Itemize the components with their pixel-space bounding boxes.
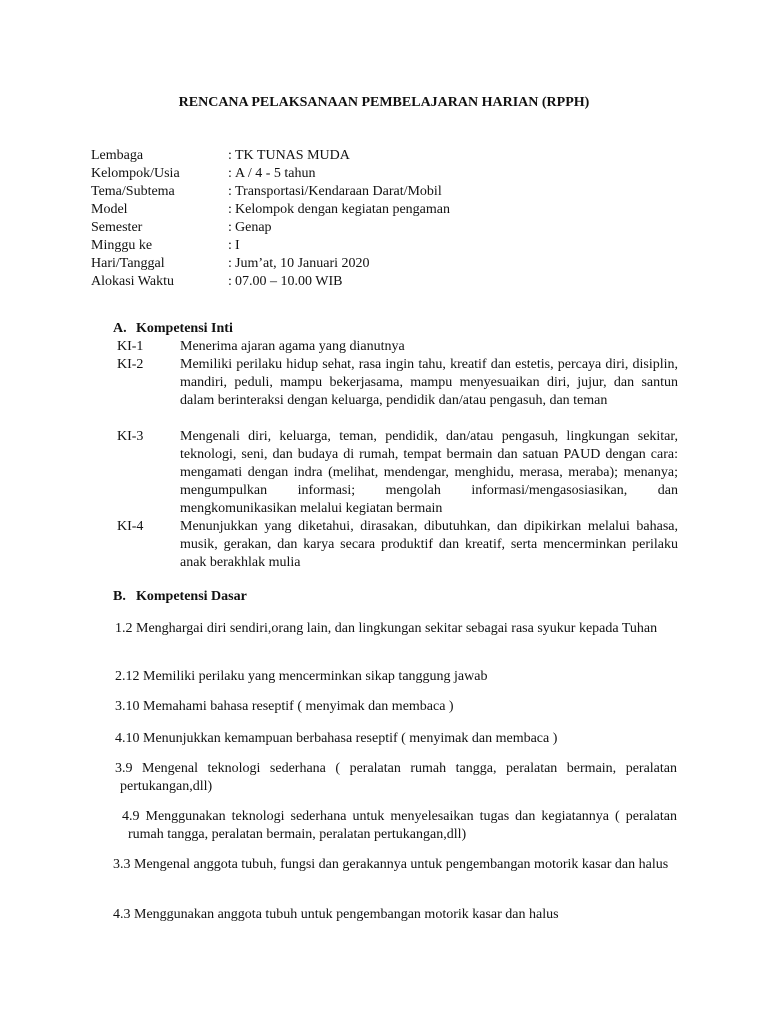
info-separator: : <box>228 238 232 253</box>
ki-text: Menunjukkan yang diketahui, dirasakan, dibutuhkan, dan dipikirkan melalui bahasa, musik, gerakan, dan karya secara produktif dan kreatif, serta mencerminkan perilaku anak berakhlak mulia <box>180 519 678 570</box>
info-value: Jum’at, 10 Januari 2020 <box>235 256 370 271</box>
info-separator: : <box>228 202 232 217</box>
info-label: Tema/Subtema <box>91 184 175 199</box>
info-value: 07.00 – 10.00 WIB <box>235 274 343 289</box>
info-value: Transportasi/Kendaraan Darat/Mobil <box>235 184 442 199</box>
info-value: Genap <box>235 220 272 235</box>
kd-item: 3.10 Memahami bahasa reseptif ( menyimak dan membaca ) <box>115 699 454 714</box>
info-value: Kelompok dengan kegiatan pengaman <box>235 202 450 217</box>
ki-code: KI-4 <box>117 519 144 534</box>
kd-item: 4.3 Menggunakan anggota tubuh untuk pengembangan motorik kasar dan halus <box>113 907 559 922</box>
info-label: Hari/Tanggal <box>91 256 165 271</box>
info-label: Model <box>91 202 128 217</box>
document-title: RENCANA PELAKSANAAN PEMBELAJARAN HARIAN (RPPH) <box>178 95 590 110</box>
kd-item: 2.12 Memiliki perilaku yang mencerminkan sikap tanggung jawab <box>115 669 488 684</box>
ki-code: KI-2 <box>117 357 144 372</box>
info-separator: : <box>228 184 232 199</box>
info-separator: : <box>228 148 232 163</box>
ki-code: KI-1 <box>117 339 144 354</box>
info-separator: : <box>228 256 232 271</box>
section-a-title: Kompetensi Inti <box>136 321 233 336</box>
ki-text: Mengenali diri, keluarga, teman, pendidik, dan/atau pengasuh, lingkungan sekitar, teknologi, seni, dan budaya di rumah, tempat bermain dan satuan PAUD dengan cara: mengamati dengan indra (melihat, mendengar, menghidu, merasa, meraba); menanya; mengumpulkan informasi; mengolah informasi/mengasosiasikan, dan mengkomunikasikan melalui kegiatan bermain <box>180 429 678 516</box>
info-value: I <box>235 238 240 253</box>
kd-item: 4.9 Menggunakan teknologi sederhana untuk menyelesaikan tugas dan kegiatannya ( peralatan rumah tangga, peralatan bermain, peralatan pertukangan,dll) <box>122 809 677 842</box>
info-label: Semester <box>91 220 143 235</box>
info-separator: : <box>228 274 232 289</box>
info-value: A / 4 - 5 tahun <box>235 166 316 181</box>
section-a-number: A. <box>113 321 127 336</box>
info-label: Kelompok/Usia <box>91 166 180 181</box>
section-b-title: Kompetensi Dasar <box>136 589 247 604</box>
info-separator: : <box>228 166 232 181</box>
kd-item: 3.3 Mengenal anggota tubuh, fungsi dan gerakannya untuk pengembangan motorik kasar dan halus <box>113 857 669 872</box>
section-b-heading <box>113 588 247 606</box>
ki-text: Memiliki perilaku hidup sehat, rasa ingin tahu, kreatif dan estetis, percaya diri, disiplin, mandiri, peduli, mampu bekerjasama, mampu menyesuaikan diri, jujur, dan santun dalam berinteraksi dengan keluarga, pendidik dan/atau pengasuh, dan teman <box>180 357 678 408</box>
ki-text: Menerima ajaran agama yang dianutnya <box>180 339 405 354</box>
kd-item: 3.9 Mengenal teknologi sederhana ( peralatan rumah tangga, peralatan bermain, peralatan pertukangan,dll) <box>115 761 677 794</box>
section-b-number: B. <box>113 589 126 604</box>
kd-item: 4.10 Menunjukkan kemampuan berbahasa reseptif ( menyimak dan membaca ) <box>115 731 558 746</box>
info-value: TK TUNAS MUDA <box>235 148 350 163</box>
section-a-heading <box>113 320 233 338</box>
info-label: Lembaga <box>91 148 144 163</box>
info-label: Alokasi Waktu <box>91 274 174 289</box>
ki-code: KI-3 <box>117 429 144 444</box>
info-label: Minggu ke <box>91 238 153 253</box>
kd-item: 1.2 Menghargai diri sendiri,orang lain, dan lingkungan sekitar sebagai rasa syukur kepada Tuhan <box>115 621 658 636</box>
info-separator: : <box>228 220 232 235</box>
